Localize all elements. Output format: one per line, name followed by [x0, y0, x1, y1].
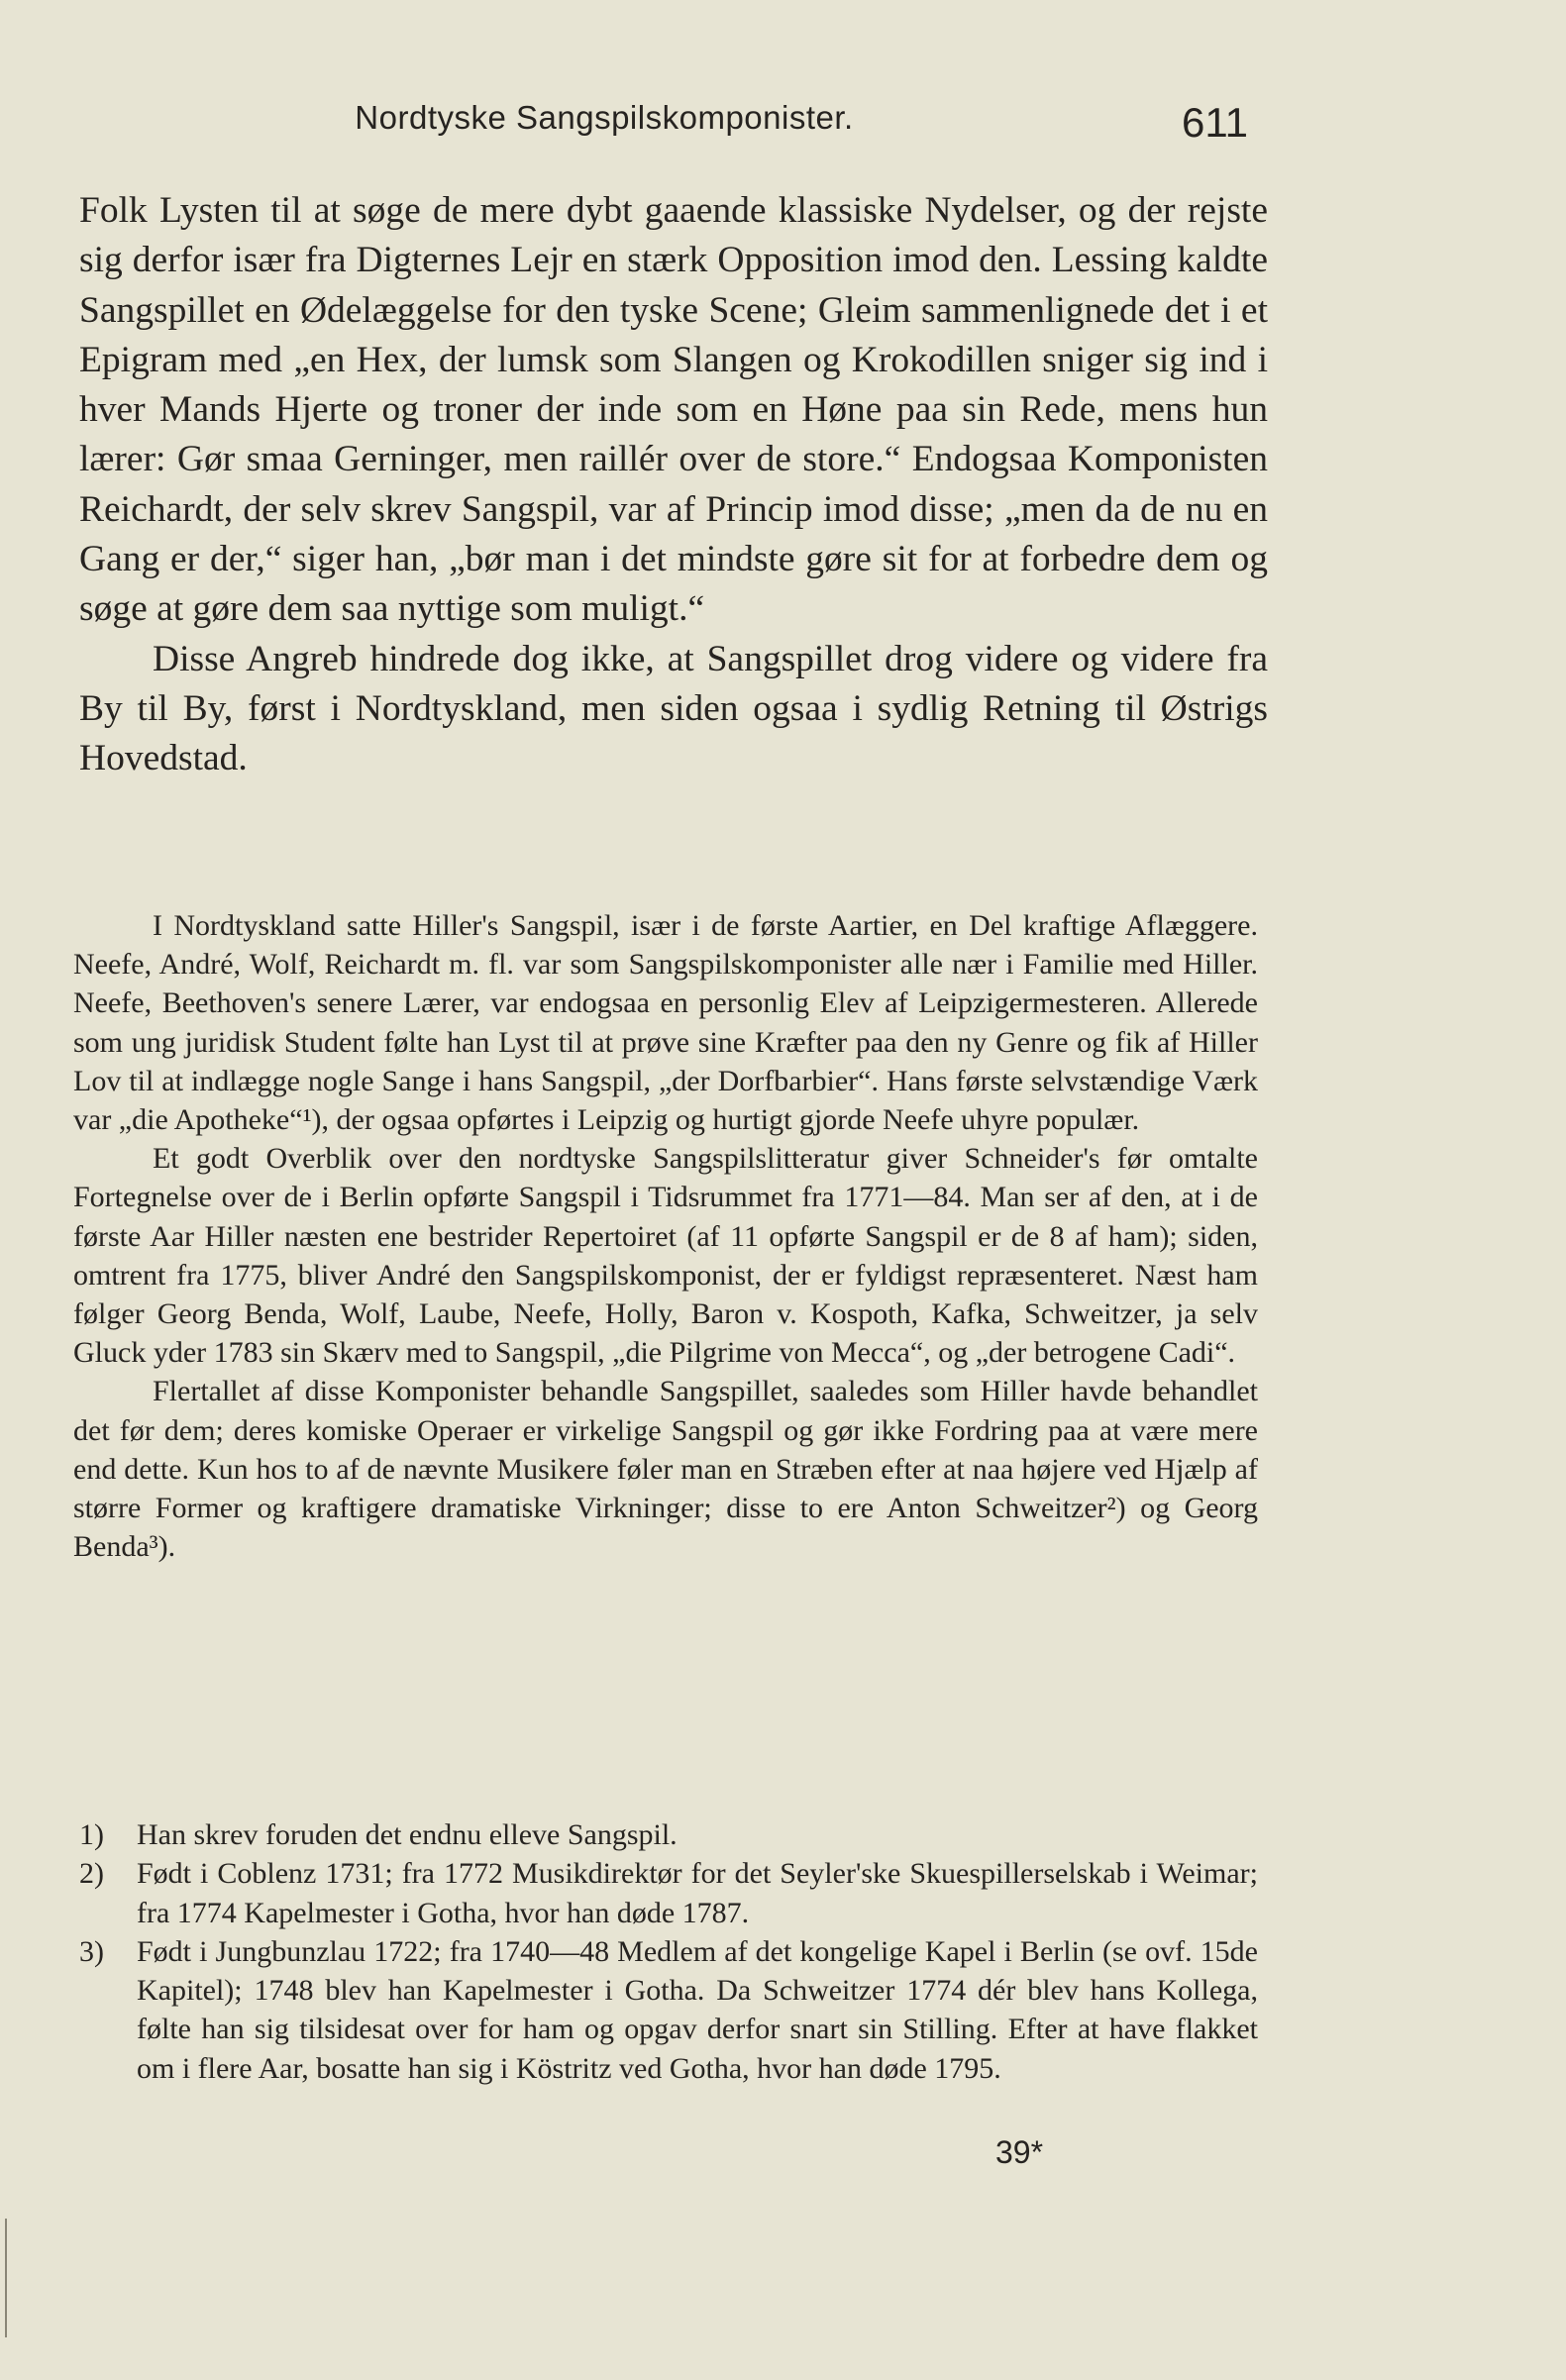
small-paragraph-1: I Nordtyskland satte Hiller's Sangspil, især i de første Aartier, en Del kraftige Aflæggere. Neefe, André, Wolf, Reichardt m. fl. var som Sangspilskomponister alle nær i Familie med Hiller. Neefe, Beethoven's senere Lærer, var endogsaa en personlig Elev af Leipzigermesteren. Allerede som ung juridisk Student følte han Lyst til at prøve sine Kræfter paa den ny Genre og fik af Hiller Lov til at indlægge nogle Sange i hans Sangspil, „der Dorfbarbier“. Hans første selvstændige Værk var „die Apotheke“¹), der ogsaa opførtes i Leipzig og hurtigt gjorde Neefe uhyre populær.: [73, 909, 1258, 1137]
page-number: 611: [1182, 99, 1248, 146]
footnote: [79, 1854, 1258, 1932]
main-text: [79, 186, 1268, 784]
footnote-mark: 1): [79, 1818, 104, 1851]
small-print-section: [73, 906, 1258, 1566]
main-paragraph-2: Disse Angreb hindrede dog ikke, at Sangspillet drog videre og videre fra By til By, først i Nordtyskland, men siden ogsaa i sydlig Retning til Østrigs Hovedstad.: [79, 638, 1268, 779]
running-title: Nordtyske Sangspilskomponister.: [355, 99, 854, 136]
small-paragraph-2: Et godt Overblik over den nordtyske Sangspilslitteratur giver Schneider's før omtalte Fortegnelse over de i Berlin opførte Sangspil i Tidsrummet fra 1771—84. Man ser af den, at i de første Aar Hiller næsten ene bestrider Repertoiret (af 11 opførte Sangspil er de 8 af ham); siden, omtrent fra 1775, bliver André den Sangspilskomponist, der er fyldigst repræsenteret. Næst ham følger Georg Benda, Wolf, Laube, Neefe, Holly, Baron v. Kospoth, Kafka, Schweitzer, ja selv Gluck yder 1783 sin Skærv med to Sangspil, „die Pilgrime von Mecca“, og „der betrogene Cadi“.: [73, 1142, 1258, 1370]
footnote-mark: 3): [79, 1934, 104, 1968]
main-paragraph-1: Folk Lysten til at søge de mere dybt gaaende klassiske Nydelser, og der rejste sig derfor især fra Digternes Lejr en stærk Opposition imod den. Lessing kaldte Sangspillet en Ødelæggelse for den tyske Scene; Gleim sammenlignede det i et Epigram med „en Hex, der lumsk som Slangen og Krokodillen sniger sig ind i hver Mands Hjerte og troner der inde som en Høne paa sin Rede, mens hun lærer: Gør smaa Gerninger, men raillér over de store.“ Endogsaa Komponisten Reichardt, der selv skrev Sangspil, var af Princip imod disse; „men da de nu en Gang er der,“ siger han, „bør man i det mindste gøre sit for at forbedre dem og søge at gøre dem saa nyttige som muligt.“: [79, 190, 1268, 630]
printer-signature-mark: 39*: [995, 2134, 1044, 2170]
footnote-text: Født i Jungbunzlau 1722; fra 1740—48 Medlem af det kongelige Kapel i Berlin (se ovf. 15de Kapitel); 1748 blev han Kapelmester i Gotha. Da Schweitzer 1774 dér blev hans Kollega, følte han sig tilsidesat over for ham og opgav derfor snart sin Stilling. Efter at have flakket om i flere Aar, bosatte han sig i Köstritz ved Gotha, hvor han døde 1795.: [137, 1934, 1258, 2085]
footnote-text: Født i Coblenz 1731; fra 1772 Musikdirektør for det Seyler'ske Skuespillerselskab i Weimar; fra 1774 Kapelmester i Gotha, hvor han døde 1787.: [137, 1857, 1258, 1929]
footnote: [79, 1932, 1258, 2088]
small-paragraph-3: Flertallet af disse Komponister behandle Sangspillet, saaledes som Hiller havde behandlet det før dem; deres komiske Operaer er virkelige Sangspil og gør ikke Fordring paa at være mere end dette. Kun hos to af de nævnte Musikere føler man en Stræben efter at naa højere ved Hjælp af større Former og kraftigere dramatiske Virkninger; disse to ere Anton Schweitzer²) og Georg Benda³).: [73, 1375, 1258, 1564]
page-header: [79, 99, 1248, 149]
page-edge-shadow: [5, 2219, 7, 2337]
footnotes: [79, 1815, 1258, 2088]
footnote: [79, 1815, 1258, 1854]
footnote-text: Han skrev foruden det endnu elleve Sangspil.: [137, 1818, 678, 1851]
footnote-mark: 2): [79, 1857, 104, 1891]
